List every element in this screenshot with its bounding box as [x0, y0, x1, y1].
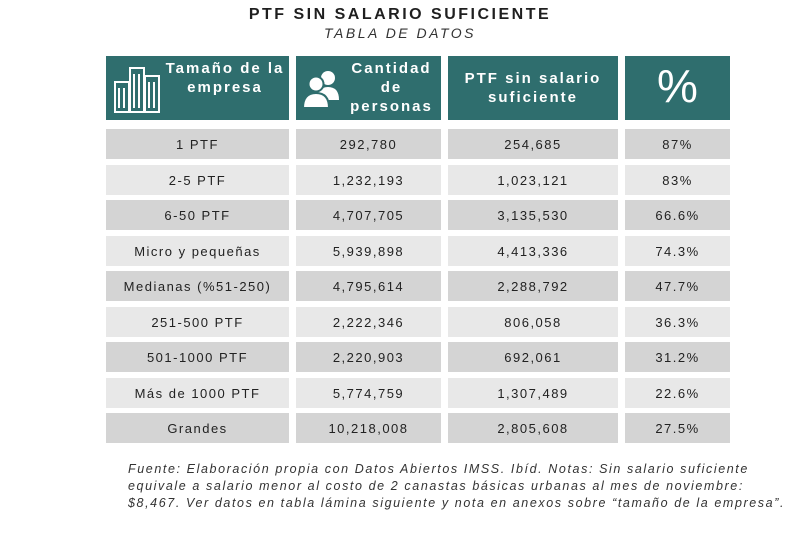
cell-people: 1,232,193	[296, 165, 441, 195]
header-ptf-label: PTF sin salario suficiente	[464, 70, 602, 106]
cell-people: 4,795,614	[296, 271, 441, 301]
cell-ptf: 1,023,121	[448, 165, 618, 195]
cell-size: 6-50 PTF	[106, 200, 289, 230]
cell-size: 1 PTF	[106, 129, 289, 159]
cell-pct: 74.3%	[625, 236, 730, 266]
cell-size: Más de 1000 PTF	[106, 378, 289, 408]
cell-people: 2,222,346	[296, 307, 441, 337]
cell-ptf: 2,288,792	[448, 271, 618, 301]
header-ptf	[448, 56, 618, 120]
cell-size: 501-1000 PTF	[106, 342, 289, 372]
cell-pct: 83%	[625, 165, 730, 195]
cell-pct: 87%	[625, 129, 730, 159]
source-note: Fuente: Elaboración propia con Datos Abiertos IMSS. Ibíd. Notas: Sin salario suficiente equivale a salario menor al costo de 2 canastas básicas urbanas al mes de noviembre: $8,467. Ver datos en tabla lámina siguiente y nota en anexos sobre “tamaño de la empresa”.	[128, 462, 786, 510]
header-pct-label: %	[657, 60, 698, 112]
cell-ptf: 3,135,530	[448, 200, 618, 230]
cell-people: 292,780	[296, 129, 441, 159]
cell-size: 251-500 PTF	[106, 307, 289, 337]
cell-size: Medianas (%51-250)	[106, 271, 289, 301]
cell-pct: 36.3%	[625, 307, 730, 337]
cell-ptf: 1,307,489	[448, 378, 618, 408]
page-subtitle: TABLA DE DATOS	[324, 25, 476, 41]
cell-ptf: 254,685	[448, 129, 618, 159]
cell-pct: 31.2%	[625, 342, 730, 372]
cell-ptf: 4,413,336	[448, 236, 618, 266]
cell-ptf: 806,058	[448, 307, 618, 337]
cell-ptf: 2,805,608	[448, 413, 618, 443]
cell-people: 5,774,759	[296, 378, 441, 408]
cell-size: Micro y pequeñas	[106, 236, 289, 266]
cell-pct: 27.5%	[625, 413, 730, 443]
header-size	[106, 56, 289, 120]
page-title: PTF SIN SALARIO SUFICIENTE	[248, 6, 552, 23]
cell-people: 4,707,705	[296, 200, 441, 230]
header-pct	[625, 56, 730, 120]
cell-pct: 22.6%	[625, 378, 730, 408]
people-icon	[302, 68, 344, 110]
cell-size: 2-5 PTF	[106, 165, 289, 195]
cell-people: 10,218,008	[296, 413, 441, 443]
cell-people: 2,220,903	[296, 342, 441, 372]
cell-size: Grandes	[106, 413, 289, 443]
header-size-label: Tamaño de la empresa	[165, 60, 285, 96]
cell-pct: 47.7%	[625, 271, 730, 301]
cell-people: 5,939,898	[296, 236, 441, 266]
header-people	[296, 56, 441, 120]
cell-pct: 66.6%	[625, 200, 730, 230]
cell-ptf: 692,061	[448, 342, 618, 372]
header-people-label: Cantidad de personas	[350, 60, 433, 115]
buildings-icon	[112, 64, 162, 114]
